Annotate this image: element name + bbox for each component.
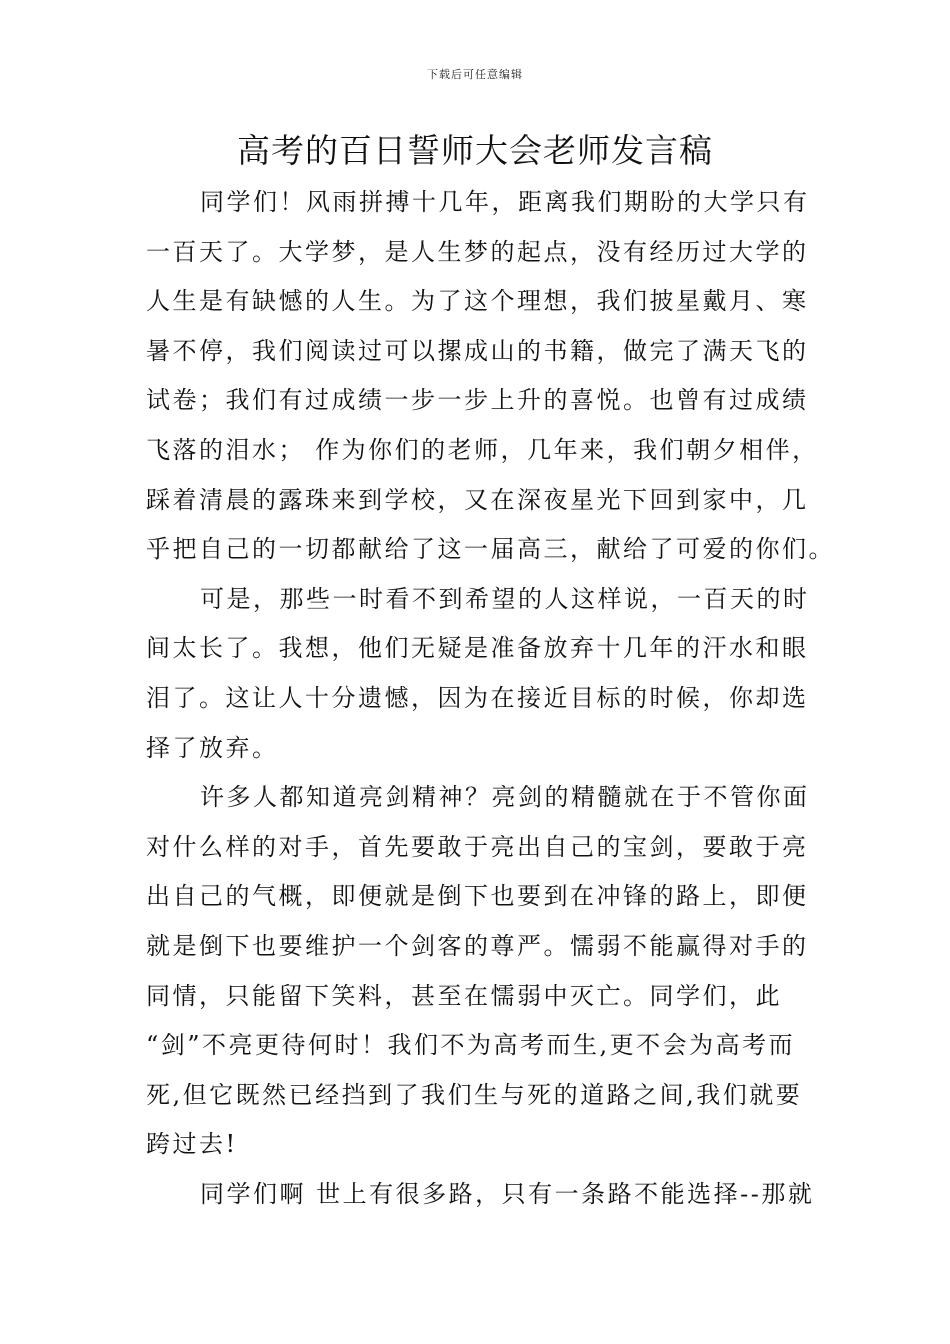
text-line: 泪了。这让人十分遗憾，因为在接近目标的时候，你却选: [146, 683, 809, 712]
document-body: [146, 178, 835, 1219]
header-note: 下载后可任意编辑: [427, 68, 523, 81]
text-line: 死,但它既然已经挡到了我们生与死的道路之间,我们就要: [146, 1080, 803, 1109]
text-line: 跨过去!: [146, 1130, 238, 1159]
text-line: 就是倒下也要维护一个剑客的尊严。懦弱不能赢得对手的: [146, 931, 809, 960]
text-line: 乎把自己的一切都献给了这一届高三，献给了可爱的你们。: [146, 535, 835, 564]
text-line: 暑不停，我们阅读过可以摞成山的书籍，做完了满天飞的: [146, 336, 809, 365]
text-line: 间太长了。我想，他们无疑是准备放弃十几年的汗水和眼: [146, 634, 809, 663]
text-line: 飞落的泪水； 作为你们的老师，几年来，我们朝夕相伴，: [146, 435, 819, 464]
document-title: 高考的百日誓师大会老师发言稿: [237, 131, 713, 170]
text-line: 同学们！风雨拼搏十几年，距离我们期盼的大学只有: [200, 188, 810, 216]
text-line: 同学们啊 世上有很多路，只有一条路不能选择--那就: [200, 1179, 815, 1208]
text-line: 同情，只能留下笑料，甚至在懦弱中灭亡。同学们，此: [146, 981, 782, 1010]
paragraph-4: [146, 1170, 815, 1220]
text-line: 一百天了。大学梦，是人生梦的起点，没有经历过大学的: [146, 237, 809, 266]
paragraph-3: [146, 773, 810, 1170]
text-line: 对什么样的对手，首先要敢于亮出自己的宝剑，要敢于亮: [146, 832, 809, 861]
text-line: 试卷；我们有过成绩一步一步上升的喜悦。也曾有过成绩: [146, 386, 809, 415]
text-line: 出自己的气概，即便就是倒下也要到在冲锋的路上，即便: [146, 882, 809, 911]
paragraph-2: [146, 575, 810, 773]
text-line: 人生是有缺憾的人生。为了这个理想，我们披星戴月、寒: [146, 287, 809, 316]
text-line: 择了放弃。: [146, 733, 279, 762]
text-line: 许多人都知道亮剑精神？亮剑的精髓就在于不管你面: [200, 783, 810, 812]
text-line: 可是，那些一时看不到希望的人这样说，一百天的时: [200, 584, 810, 613]
paragraph-1: [146, 178, 835, 575]
text-line: “剑”不亮更待何时！我们不为高考而生,更不会为高考而: [146, 1031, 796, 1060]
text-line: 踩着清晨的露珠来到学校，又在深夜星光下回到家中，几: [146, 485, 809, 514]
